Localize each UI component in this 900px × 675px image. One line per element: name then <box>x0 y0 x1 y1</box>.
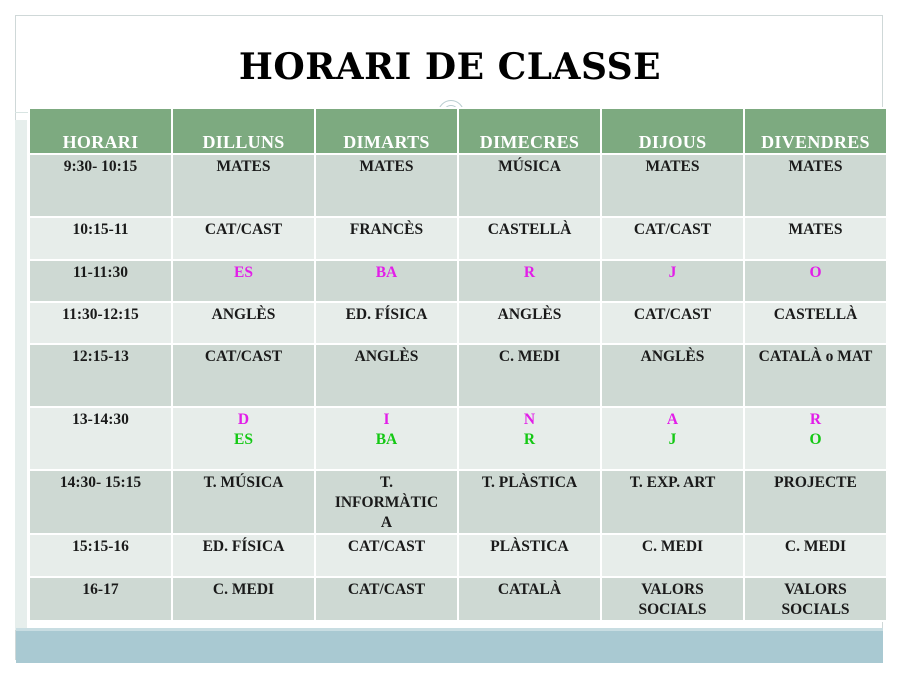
subject-line: SOCIALS <box>781 601 850 618</box>
subject-cell: MÚSICA <box>458 154 601 217</box>
header-dijous: DIJOUS <box>601 108 744 154</box>
time-cell: 14:30- 15:15 <box>29 470 172 534</box>
subject-cell: C. MEDI <box>458 344 601 407</box>
subject-line: INFORMÀTIC <box>334 494 439 511</box>
table-row <box>29 470 887 534</box>
subject-cell: ED. FÍSICA <box>172 534 315 577</box>
subject-cell: MATES <box>601 154 744 217</box>
table-row <box>29 154 887 217</box>
header-dimarts: DIMARTS <box>315 108 458 154</box>
subject-cell: PLÀSTICA <box>458 534 601 577</box>
break-letter: D <box>237 411 250 428</box>
subject-cell: ED. FÍSICA <box>315 302 458 344</box>
break-cell <box>315 407 458 470</box>
slide-bottom-band <box>16 628 883 663</box>
subject-line: A <box>380 514 393 531</box>
break-cell: J <box>601 260 744 302</box>
time-cell: 15:15-16 <box>29 534 172 577</box>
subject-cell: CATALÀ o MAT <box>744 344 887 407</box>
break-cell: ES <box>172 260 315 302</box>
slide-left-accent <box>15 120 27 630</box>
time-cell: 11:30-12:15 <box>29 302 172 344</box>
subject-cell: MATES <box>172 154 315 217</box>
break-cell <box>172 407 315 470</box>
subject-cell: CASTELLÀ <box>744 302 887 344</box>
subject-line: VALORS <box>641 581 704 598</box>
break-letter: I <box>383 411 390 428</box>
subject-cell: T. EXP. ART <box>601 470 744 534</box>
header-row <box>29 108 887 154</box>
subject-cell <box>315 470 458 534</box>
subject-cell: CAT/CAST <box>172 344 315 407</box>
table-row <box>29 407 887 470</box>
break-letter: N <box>523 411 536 428</box>
header-dilluns: DILLUNS <box>172 108 315 154</box>
subject-cell: C. MEDI <box>601 534 744 577</box>
subject-cell: T. MÚSICA <box>172 470 315 534</box>
subject-cell: ANGLÈS <box>458 302 601 344</box>
break-letter: BA <box>375 431 398 448</box>
subject-cell: C. MEDI <box>744 534 887 577</box>
table-row <box>29 302 887 344</box>
subject-cell: CAT/CAST <box>601 302 744 344</box>
header-divendres: DIVENDRES <box>744 108 887 154</box>
time-cell: 9:30- 10:15 <box>29 154 172 217</box>
subject-cell <box>601 577 744 621</box>
break-letter: O <box>809 431 822 448</box>
subject-cell <box>744 577 887 621</box>
subject-cell: ANGLÈS <box>601 344 744 407</box>
break-cell <box>458 407 601 470</box>
break-letter: R <box>809 411 822 428</box>
break-cell: R <box>458 260 601 302</box>
page-title: HORARI DE CLASSE <box>238 46 662 88</box>
subject-cell: FRANCÈS <box>315 217 458 260</box>
subject-line: T. <box>379 474 394 491</box>
subject-cell: MATES <box>315 154 458 217</box>
table-row <box>29 534 887 577</box>
subject-line: SOCIALS <box>638 601 707 618</box>
subject-cell: CAT/CAST <box>601 217 744 260</box>
break-letter: J <box>668 431 677 448</box>
break-cell: O <box>744 260 887 302</box>
break-cell <box>744 407 887 470</box>
subject-cell: CATALÀ <box>458 577 601 621</box>
time-cell: 13-14:30 <box>29 407 172 470</box>
time-cell: 16-17 <box>29 577 172 621</box>
break-cell: BA <box>315 260 458 302</box>
subject-cell: ANGLÈS <box>315 344 458 407</box>
header-dimecres: DIMECRES <box>458 108 601 154</box>
subject-cell: CAT/CAST <box>315 577 458 621</box>
table-row <box>29 260 887 302</box>
subject-cell: T. PLÀSTICA <box>458 470 601 534</box>
subject-cell: MATES <box>744 217 887 260</box>
break-cell <box>601 407 744 470</box>
subject-cell: PROJECTE <box>744 470 887 534</box>
table-row <box>29 217 887 260</box>
time-cell: 10:15-11 <box>29 217 172 260</box>
subject-cell: CASTELLÀ <box>458 217 601 260</box>
header-horari: HORARI <box>29 108 172 154</box>
timetable <box>28 107 888 622</box>
subject-cell: CAT/CAST <box>172 217 315 260</box>
subject-cell: C. MEDI <box>172 577 315 621</box>
table-row <box>29 577 887 621</box>
table-row <box>29 344 887 407</box>
subject-cell: ANGLÈS <box>172 302 315 344</box>
break-letter: A <box>666 411 679 428</box>
time-cell: 11-11:30 <box>29 260 172 302</box>
subject-cell: CAT/CAST <box>315 534 458 577</box>
break-letter: R <box>523 431 536 448</box>
subject-line: VALORS <box>784 581 847 598</box>
subject-cell: MATES <box>744 154 887 217</box>
time-cell: 12:15-13 <box>29 344 172 407</box>
break-letter: ES <box>234 431 253 448</box>
